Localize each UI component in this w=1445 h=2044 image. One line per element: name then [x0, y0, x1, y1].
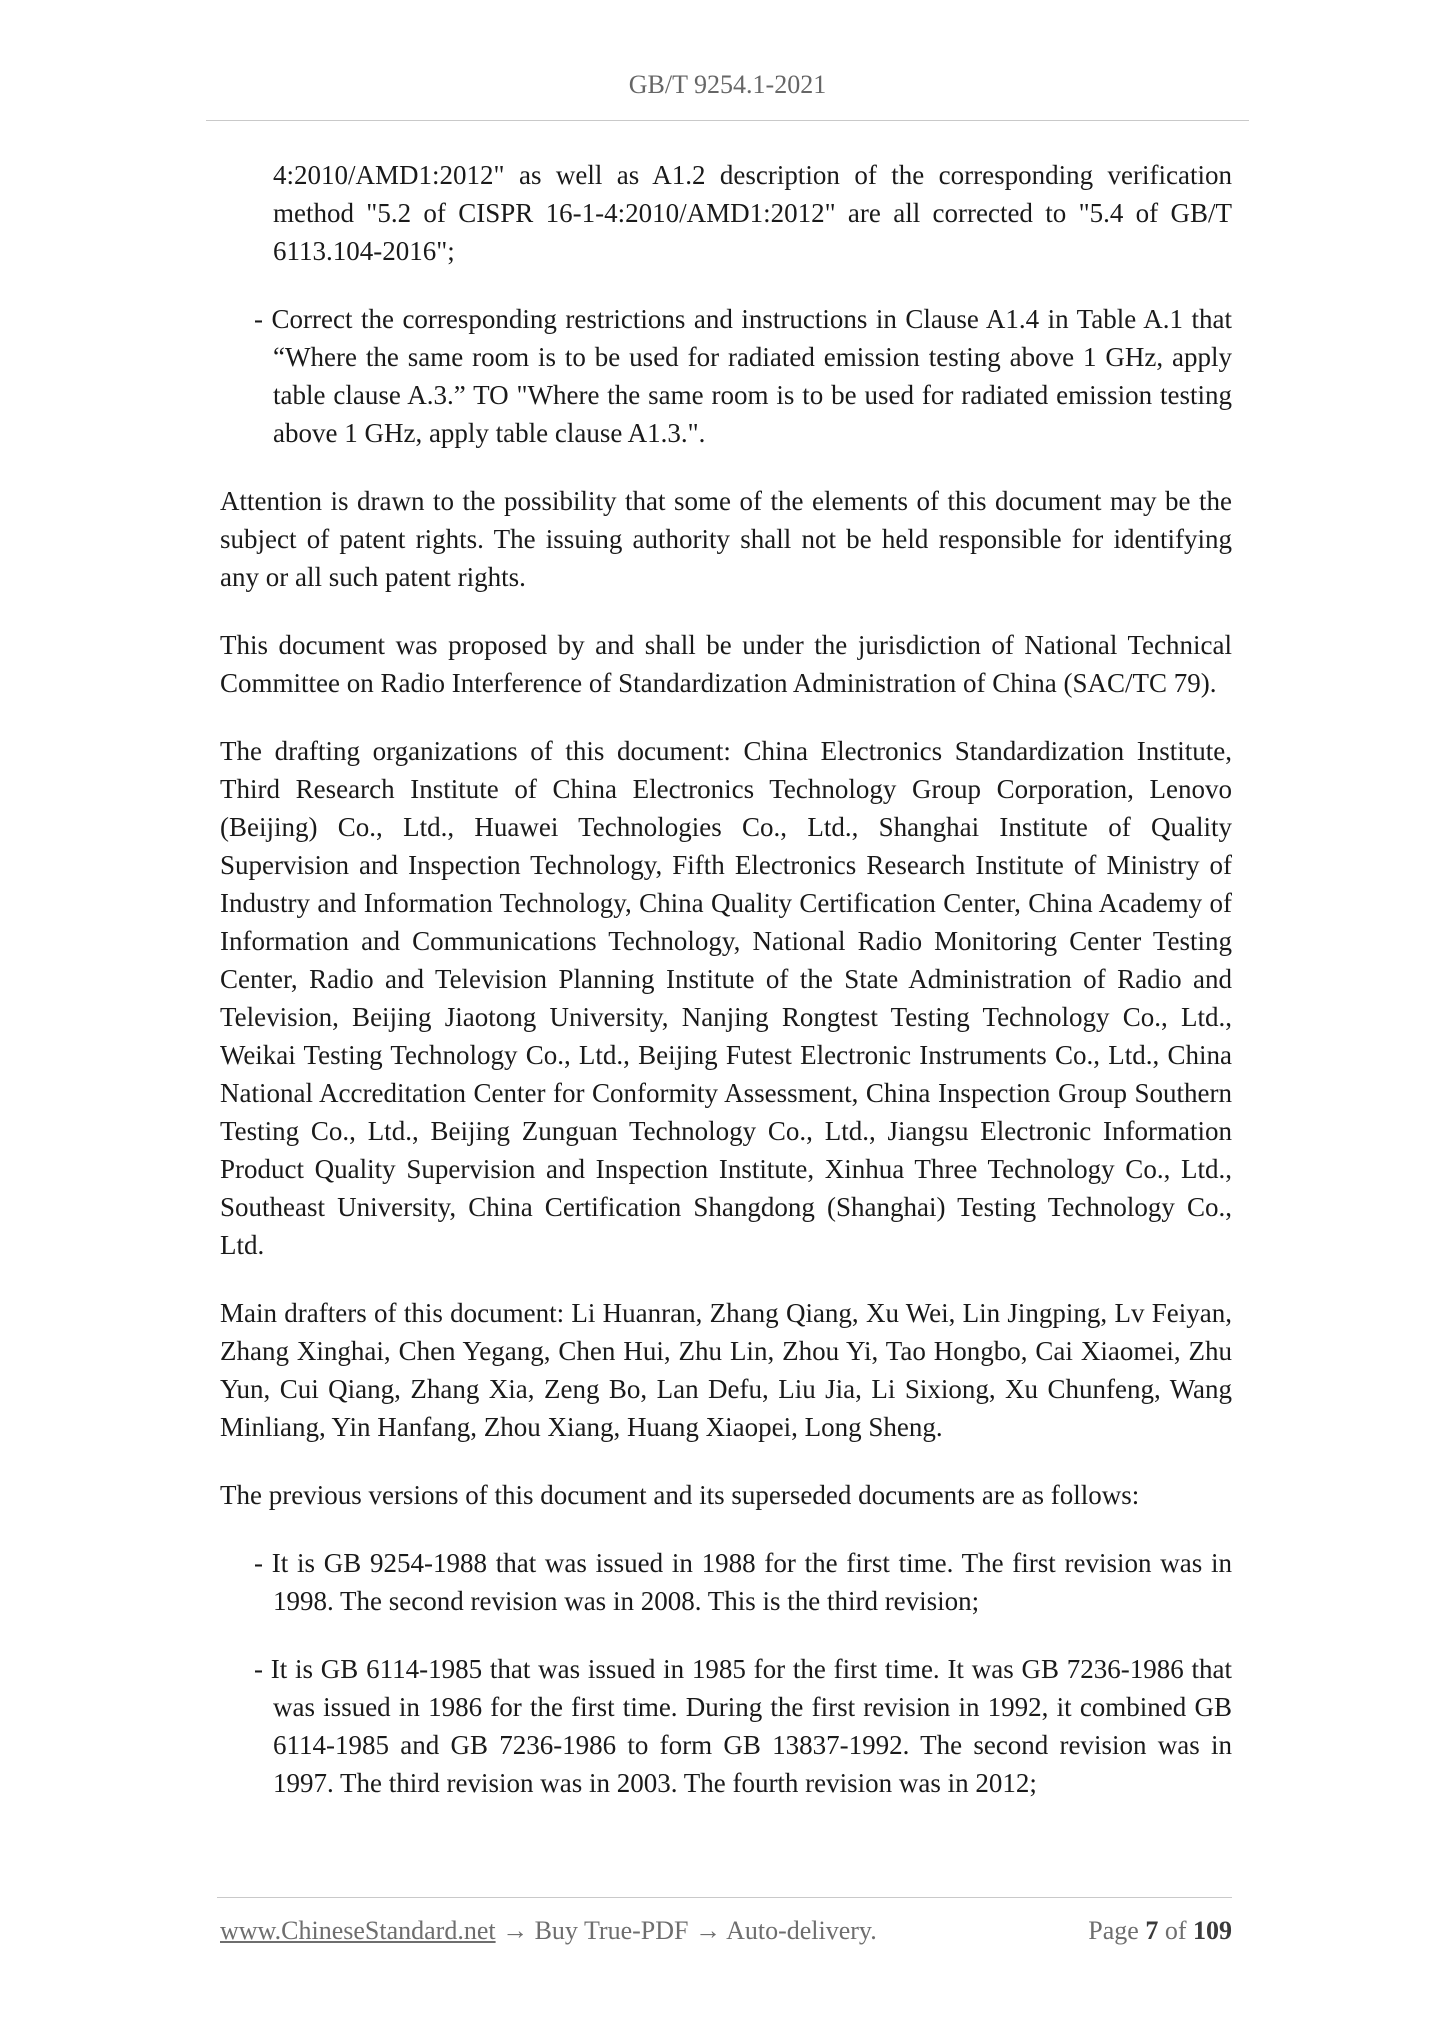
page-footer — [220, 1916, 1232, 1956]
current-page-number: 7 — [1145, 1916, 1159, 1945]
arrow-right-icon: → — [695, 1916, 721, 1945]
document-header — [206, 70, 1249, 100]
arrow-right-icon: → — [502, 1916, 529, 1945]
footer-divider — [217, 1897, 1232, 1898]
buy-pdf-text: Buy True-PDF — [534, 1916, 689, 1945]
document-body — [220, 156, 1232, 1832]
main-drafters-paragraph: Main drafters of this document: Li Huanran, Zhang Qiang, Xu Wei, Lin Jingping, Lv Feiyan, Zhang Xinghai, Chen Yegang, Chen Hui, Zhu Lin, Zhou Yi, Tao Hongbo, Cai Xiaomei, Zhu Yun, Cui Qiang, Zhang Xia, Zeng Bo, Lan Defu, Liu Jia, Li Sixiong, Xu Chunfeng, Wang Minliang, Yin Hanfang, Zhou Xiang, Huang Xiaopei, Long Sheng. — [220, 1298, 1232, 1442]
total-pages-number: 109 — [1193, 1916, 1232, 1945]
of-label: of — [1164, 1916, 1187, 1945]
page-label: Page — [1088, 1916, 1139, 1945]
auto-delivery-text: Auto-delivery. — [726, 1916, 877, 1945]
standard-number: GB/T 9254.1-2021 — [628, 70, 827, 99]
patent-notice-paragraph: Attention is drawn to the possibility that some of the elements of this document may be the subject of patent rights. The issuing authority shall not be held responsible for identifying any or all such patent rights. — [220, 486, 1232, 592]
list-item-gb9254-history: - It is GB 9254-1988 that was issued in 1988 for the first time. The first revision was in 1998. The second revision was in 2008. This is the third revision; — [254, 1548, 1232, 1616]
website-link[interactable]: www.ChineseStandard.net — [220, 1916, 496, 1945]
list-item-table-a1-correction: - Correct the corresponding restrictions and instructions in Clause A1.4 in Table A.1 that “Where the same room is to be used for radiated emission testing above 1 GHz, apply table clause A.3.” TO "Where the same room is to be used for radiated emission testing above 1 GHz, apply table clause A1.3.". — [254, 304, 1232, 448]
header-divider — [206, 120, 1249, 121]
previous-versions-intro: The previous versions of this document and its superseded documents are as follows: — [220, 1480, 1140, 1510]
continued-list-item: 4:2010/AMD1:2012" as well as A1.2 description of the corresponding verification method "5.2 of CISPR 16-1-4:2010/AMD1:2012" are all corrected to "5.4 of GB/T 6113.104-2016"; — [273, 160, 1232, 266]
footer-promo — [220, 1916, 877, 1946]
page-indicator — [1088, 1916, 1232, 1946]
drafting-organizations-paragraph: The drafting organizations of this document: China Electronics Standardization Institute, Third Research Institute of China Electronics Technology Group Corporation, Lenovo (Beijing) Co., Ltd., Huawei Technologies Co., Ltd., Shanghai Institute of Quality Supervision and Inspection Technology, Fifth Electronics Research Institute of Ministry of Industry and Information Technology, China Quality Certification Center, China Academy of Information and Communications Technology, National Radio Monitoring Center Testing Center, Radio and Television Planning Institute of the State Administration of Radio and Television, Beijing Jiaotong University, Nanjing Rongtest Testing Technology Co., Ltd., Weikai Testing Technology Co., Ltd., Beijing Futest Electronic Instruments Co., Ltd., China National Accreditation Center for Conformity Assessment, China Inspection Group Southern Testing Co., Ltd., Beijing Zunguan Technology Co., Ltd., Jiangsu Electronic Information Product Quality Supervision and Inspection Institute, Xinhua Three Technology Co., Ltd., Southeast University, China Certification Shangdong (Shanghai) Testing Technology Co., Ltd. — [220, 736, 1232, 1260]
jurisdiction-paragraph: This document was proposed by and shall be under the jurisdiction of National Technical Committee on Radio Interference of Standardization Administration of China (SAC/TC 79). — [220, 630, 1232, 698]
list-item-gb6114-history: - It is GB 6114-1985 that was issued in 1985 for the first time. It was GB 7236-1986 that was issued in 1986 for the first time. During the first revision in 1992, it combined GB 6114-1985 and GB 7236-1986 to form GB 13837-1992. The second revision was in 1997. The third revision was in 2003. The fourth revision was in 2012; — [254, 1654, 1232, 1798]
